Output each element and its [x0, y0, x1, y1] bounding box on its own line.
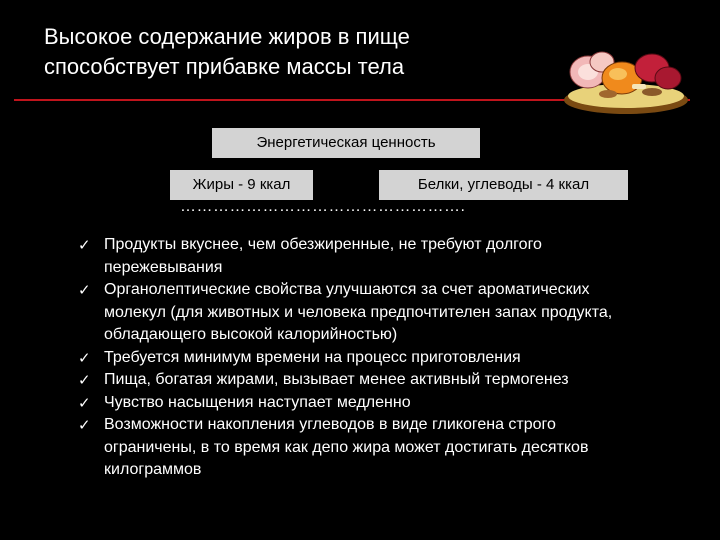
food-platter-icon — [560, 38, 692, 116]
bullet-text: Возможности накопления углеводов в виде гликогена строго ограничены, в то время как депо жира может достигать десятков килограммов — [104, 416, 589, 478]
slide-title — [44, 22, 524, 82]
bullet-item — [76, 414, 646, 482]
bullet-text: Пища, богатая жирами, вызывает менее активный термогенез — [104, 371, 569, 388]
fats-calories-box: Жиры - 9 ккал — [170, 170, 313, 200]
proteins-carbs-calories-box: Белки, углеводы - 4 ккал — [379, 170, 628, 200]
checkmark-icon: ✓ — [78, 236, 91, 254]
dotted-separator: ……………………………………………. — [180, 198, 466, 215]
bullet-list — [76, 234, 646, 482]
bullet-text: Требуется минимум времени на процесс приготовления — [104, 348, 521, 366]
bullet-item — [76, 369, 646, 392]
bullet-text: Продукты вкуснее, чем обезжиренные, не требуют долгого пережевывания — [104, 236, 542, 276]
checkmark-icon: ✓ — [78, 416, 91, 434]
bullet-item — [76, 279, 646, 347]
bullet-item — [76, 392, 646, 415]
checkmark-icon: ✓ — [78, 393, 91, 412]
checkmark-icon: ✓ — [78, 371, 91, 389]
bullet-text: Чувство насыщения наступает медленно — [104, 393, 411, 411]
bullet-text: Органолептические свойства улучшаются за счет ароматических молекул (для животных и человека предпочтителен запах продукта, обладающего высокой калорийностью) — [104, 281, 613, 343]
bullet-item — [76, 347, 646, 370]
bullet-item — [76, 234, 646, 279]
title-line-1: Высокое содержание жиров в пище — [44, 24, 410, 49]
checkmark-icon: ✓ — [78, 281, 91, 299]
energy-value-box: Энергетическая ценность — [212, 128, 480, 158]
title-line-2: способствует прибавке массы тела — [44, 54, 405, 79]
checkmark-icon: ✓ — [78, 348, 91, 367]
